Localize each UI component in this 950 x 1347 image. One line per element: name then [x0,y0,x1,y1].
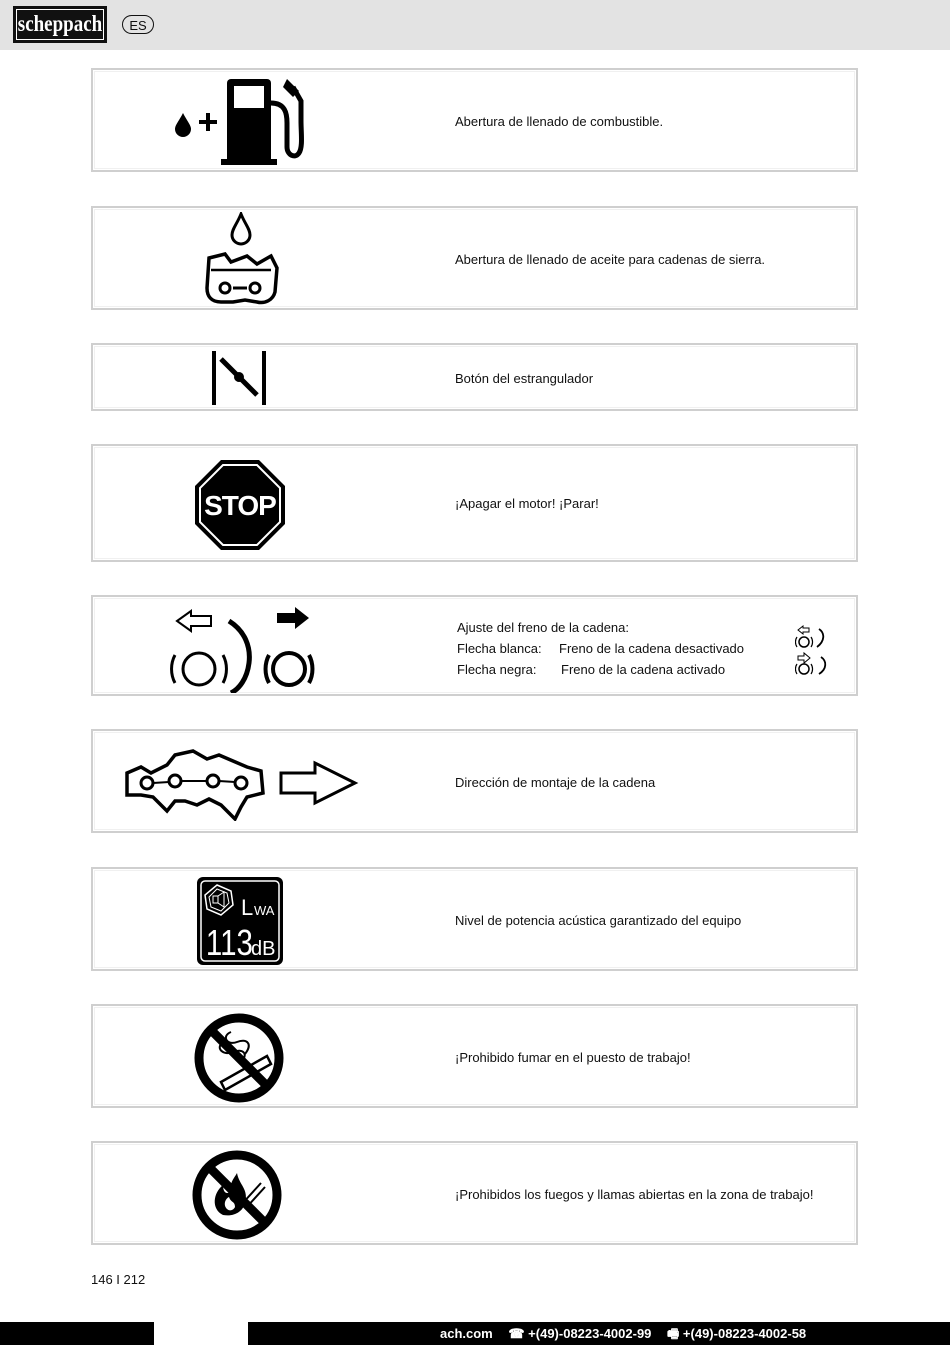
black-arrow-label: Flecha negra: [457,662,537,677]
footer-phone: ☎ +(49)-08223-4002-99 [508,1326,652,1341]
chain-brake-icon [169,603,315,693]
row-description: Abertura de llenado de aceite para cadenas de sierra. [455,252,766,267]
symbol-row-stop [91,444,858,562]
row-description: Dirección de montaje de la cadena [455,775,656,790]
black-arrow-value: Freno de la cadena activado [561,662,726,677]
symbol-row-no-smoking [91,1004,858,1108]
row-description: Botón del estrangulador [455,371,594,386]
stop-sign-icon [193,458,287,552]
svg-text:113: 113 [205,922,253,963]
row-description: ¡Prohibidos los fuegos y llamas abiertas en la zona de trabajo! [455,1187,814,1202]
symbol-row-no-open-flame [91,1141,858,1245]
white-arrow-value: Freno de la cadena desactivado [559,641,745,656]
fuel-pump-icon [171,73,311,169]
svg-text:dB: dB [251,938,276,960]
chain-oil-icon [201,212,281,306]
svg-text:STOP: STOP [204,490,276,521]
no-smoking-icon [193,1012,285,1104]
white-arrow-label: Flecha blanca: [457,641,542,656]
page-header [0,0,950,50]
footer-website: ach.com [440,1326,493,1341]
sound-power-icon [195,875,285,967]
brand-logo [13,6,107,43]
black-arrow-line [457,659,726,680]
language-badge: ES [122,15,154,34]
row-description: Nivel de potencia acústica garantizado del equipo [455,913,742,928]
chain-brake-legend [457,617,745,680]
svg-text:scheppach: scheppach [17,10,103,37]
symbol-row-chain-direction [91,729,858,833]
no-open-flame-icon [191,1149,283,1241]
choke-icon [209,349,269,407]
symbol-row-sound-power [91,867,858,971]
page-number: 146 I 212 [91,1272,146,1287]
chain-brake-title: Ajuste del freno de la cadena: [457,620,630,635]
svg-text:L: L [241,895,254,920]
footer-contact [440,1325,818,1347]
symbol-row-chain-brake [91,595,858,696]
chain-direction-icon [123,745,359,821]
symbol-row-choke [91,343,858,411]
row-description: ¡Prohibido fumar en el puesto de trabajo! [455,1050,691,1065]
svg-text:WA: WA [254,903,275,918]
row-description: ¡Apagar el motor! ¡Parar! [455,496,599,511]
symbol-row-chain-oil [91,206,858,310]
white-arrow-line [457,638,745,659]
footer-fax: 🖷 +(49)-08223-4002-58 [667,1326,807,1341]
row-description: Abertura de llenado de combustible. [455,114,664,129]
symbol-row-fuel [91,68,858,172]
chain-brake-small-icons [795,623,835,675]
page-footer [0,1322,950,1345]
